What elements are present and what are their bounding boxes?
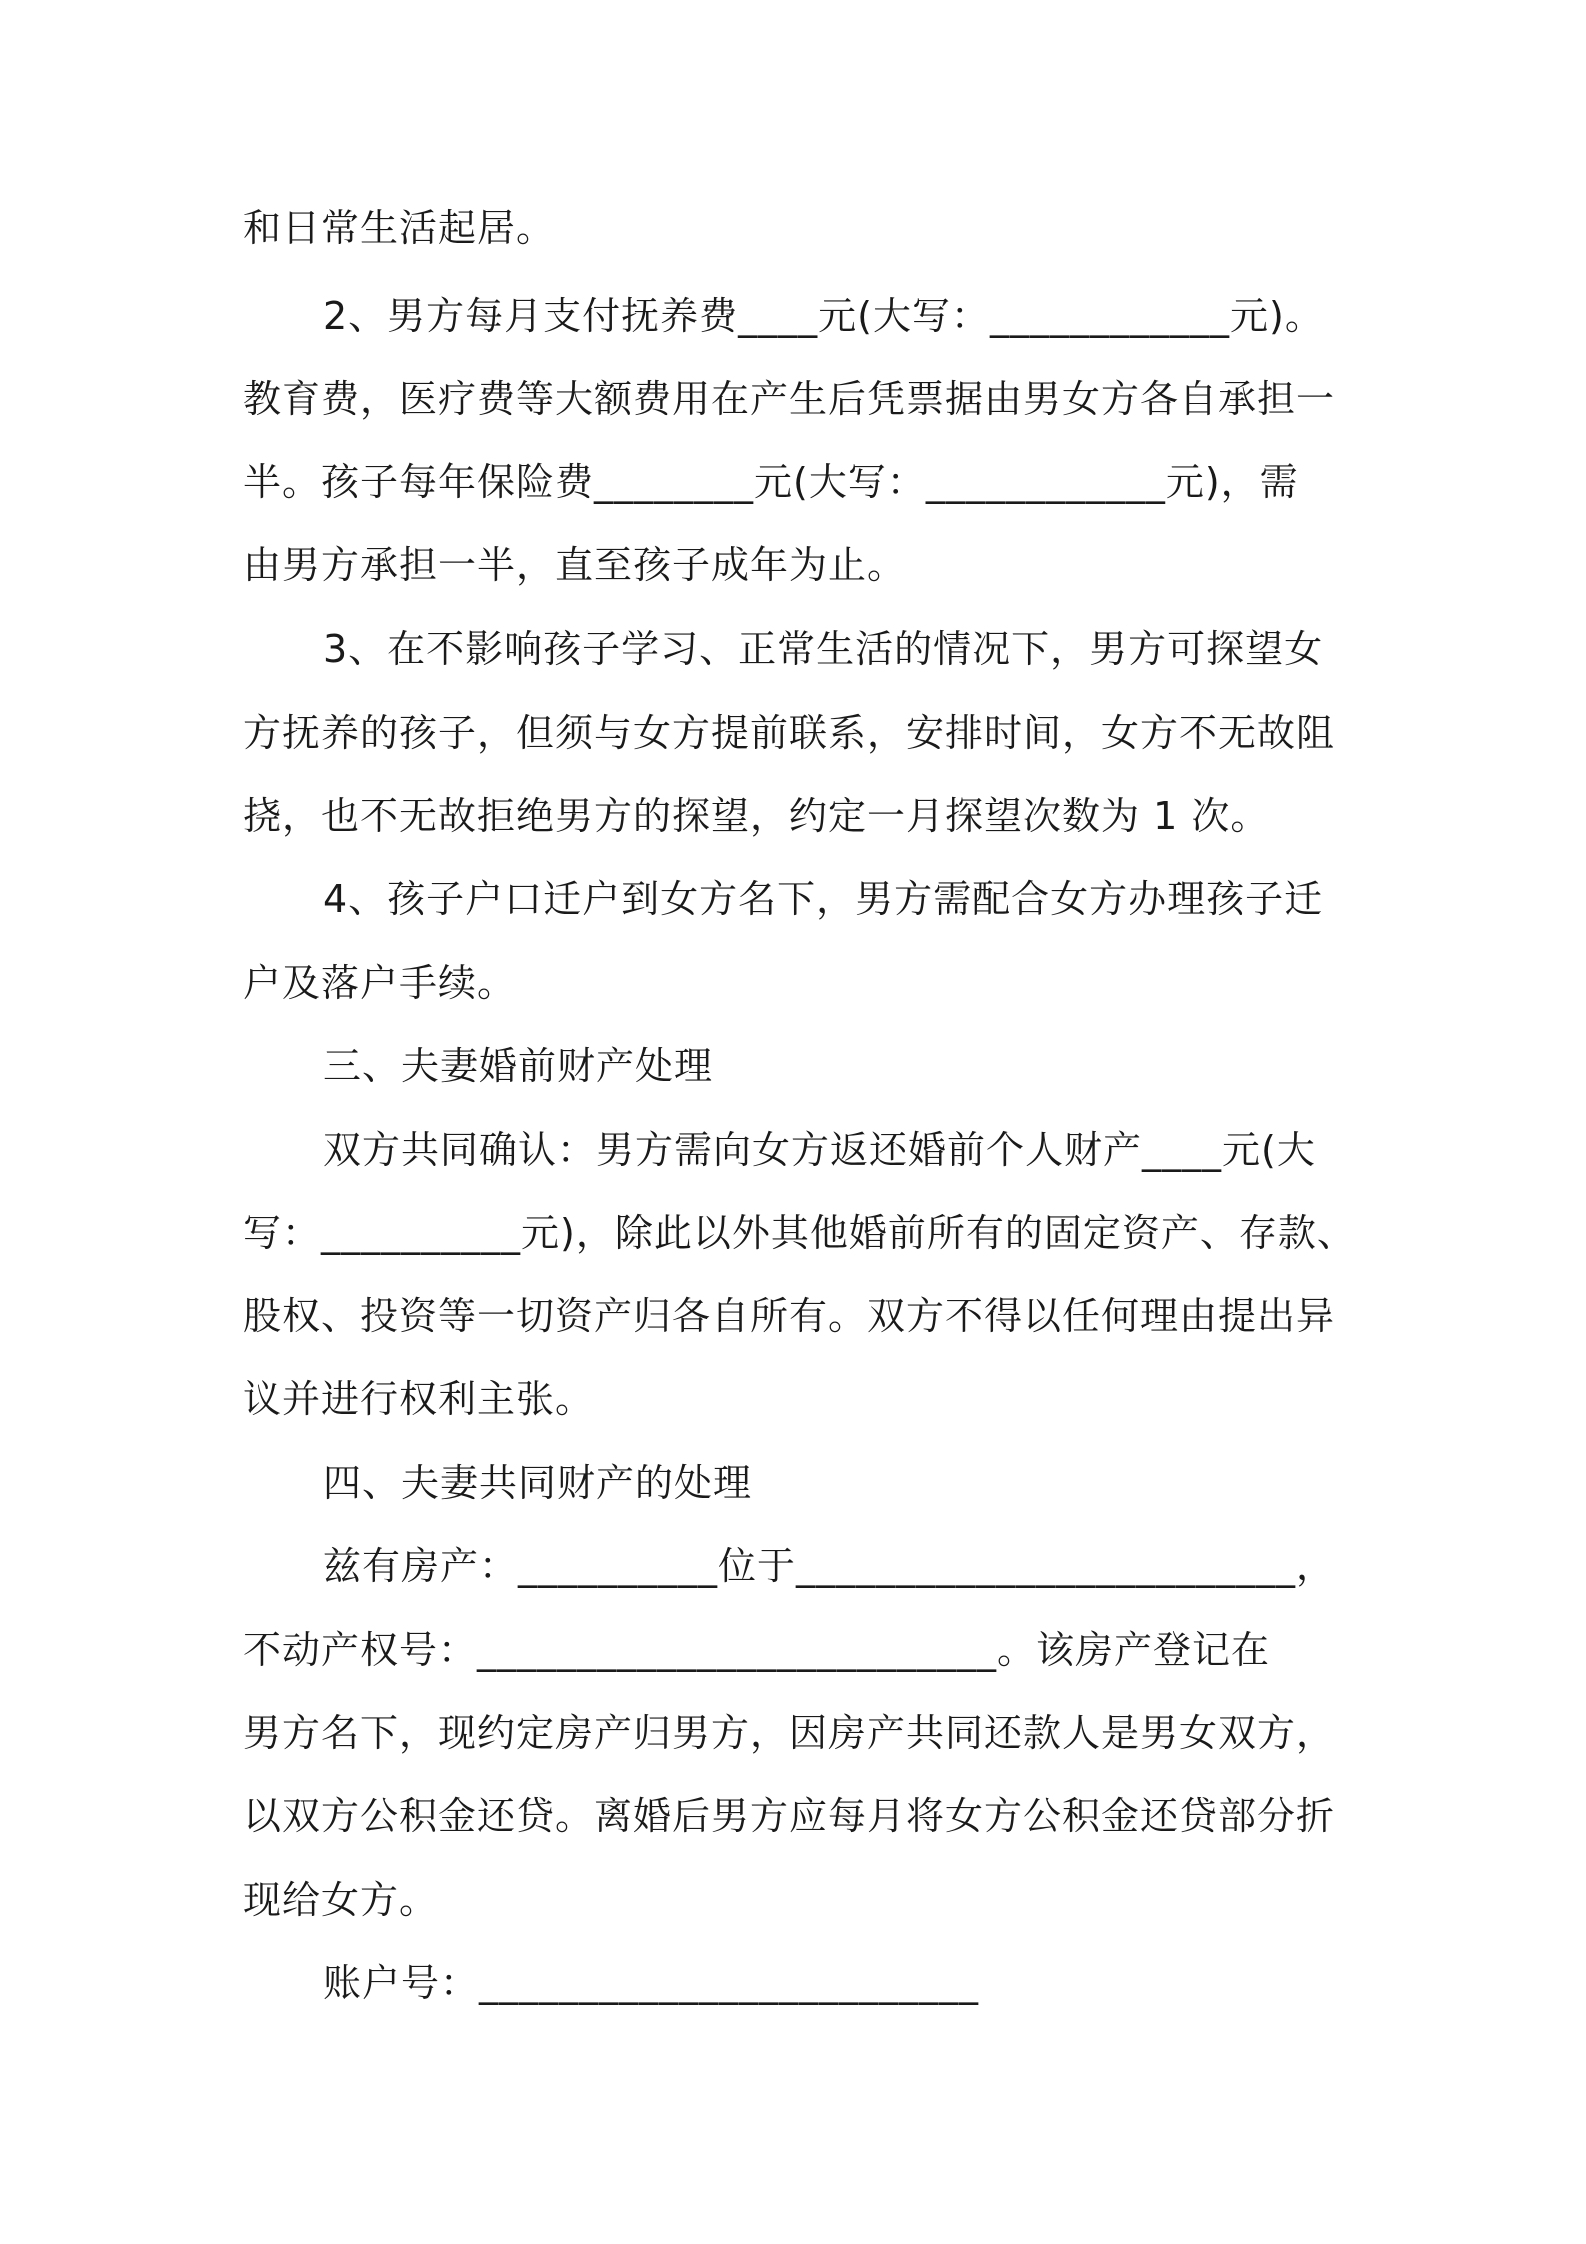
text-line: 3、在不影响孩子学习、正常生活的情况下，男方可探望女 xyxy=(323,627,1324,671)
text-line: 和日常生活起居。 xyxy=(243,206,556,250)
text-line: 半。孩子每年保险费________元(大写：____________元)，需 xyxy=(243,460,1299,504)
text-line: 账户号：_________________________ xyxy=(323,1961,980,2005)
text-line: 兹有房产：__________位于_________________________， xyxy=(323,1544,1336,1588)
text-line: 股权、投资等一切资产归各自所有。双方不得以任何理由提出异 xyxy=(243,1294,1336,1338)
text-line: 教育费，医疗费等大额费用在产生后凭票据由男女方各自承担一 xyxy=(243,377,1336,421)
text-line: 不动产权号：__________________________。该房产登记在 xyxy=(243,1628,1271,1672)
section-heading: 四、夫妻共同财产的处理 xyxy=(323,1461,753,1505)
text-line: 写：__________元)，除此以外其他婚前所有的固定资产、存款、 xyxy=(243,1211,1356,1255)
text-line: 议并进行权利主张。 xyxy=(243,1377,595,1421)
text-line: 挠，也不无故拒绝男方的探望，约定一月探望次数为 1 次。 xyxy=(243,794,1270,838)
text-line: 双方共同确认：男方需向女方返还婚前个人财产____元(大 xyxy=(323,1128,1316,1172)
text-line: 户及落户手续。 xyxy=(243,961,517,1005)
text-line: 2、男方每月支付抚养费____元(大写：____________元)。 xyxy=(323,294,1324,338)
text-line: 男方名下，现约定房产归男方，因房产共同还款人是男女双方， xyxy=(243,1711,1336,1755)
text-line: 方抚养的孩子，但须与女方提前联系，安排时间，女方不无故阻 xyxy=(243,711,1336,755)
text-line: 4、孩子户口迁户到女方名下，男方需配合女方办理孩子迁 xyxy=(323,877,1324,921)
text-line: 由男方承担一半，直至孩子成年为止。 xyxy=(243,543,907,587)
text-line: 以双方公积金还贷。离婚后男方应每月将女方公积金还贷部分折 xyxy=(243,1794,1336,1838)
section-heading: 三、夫妻婚前财产处理 xyxy=(323,1044,714,1088)
text-line: 现给女方。 xyxy=(243,1878,439,1922)
